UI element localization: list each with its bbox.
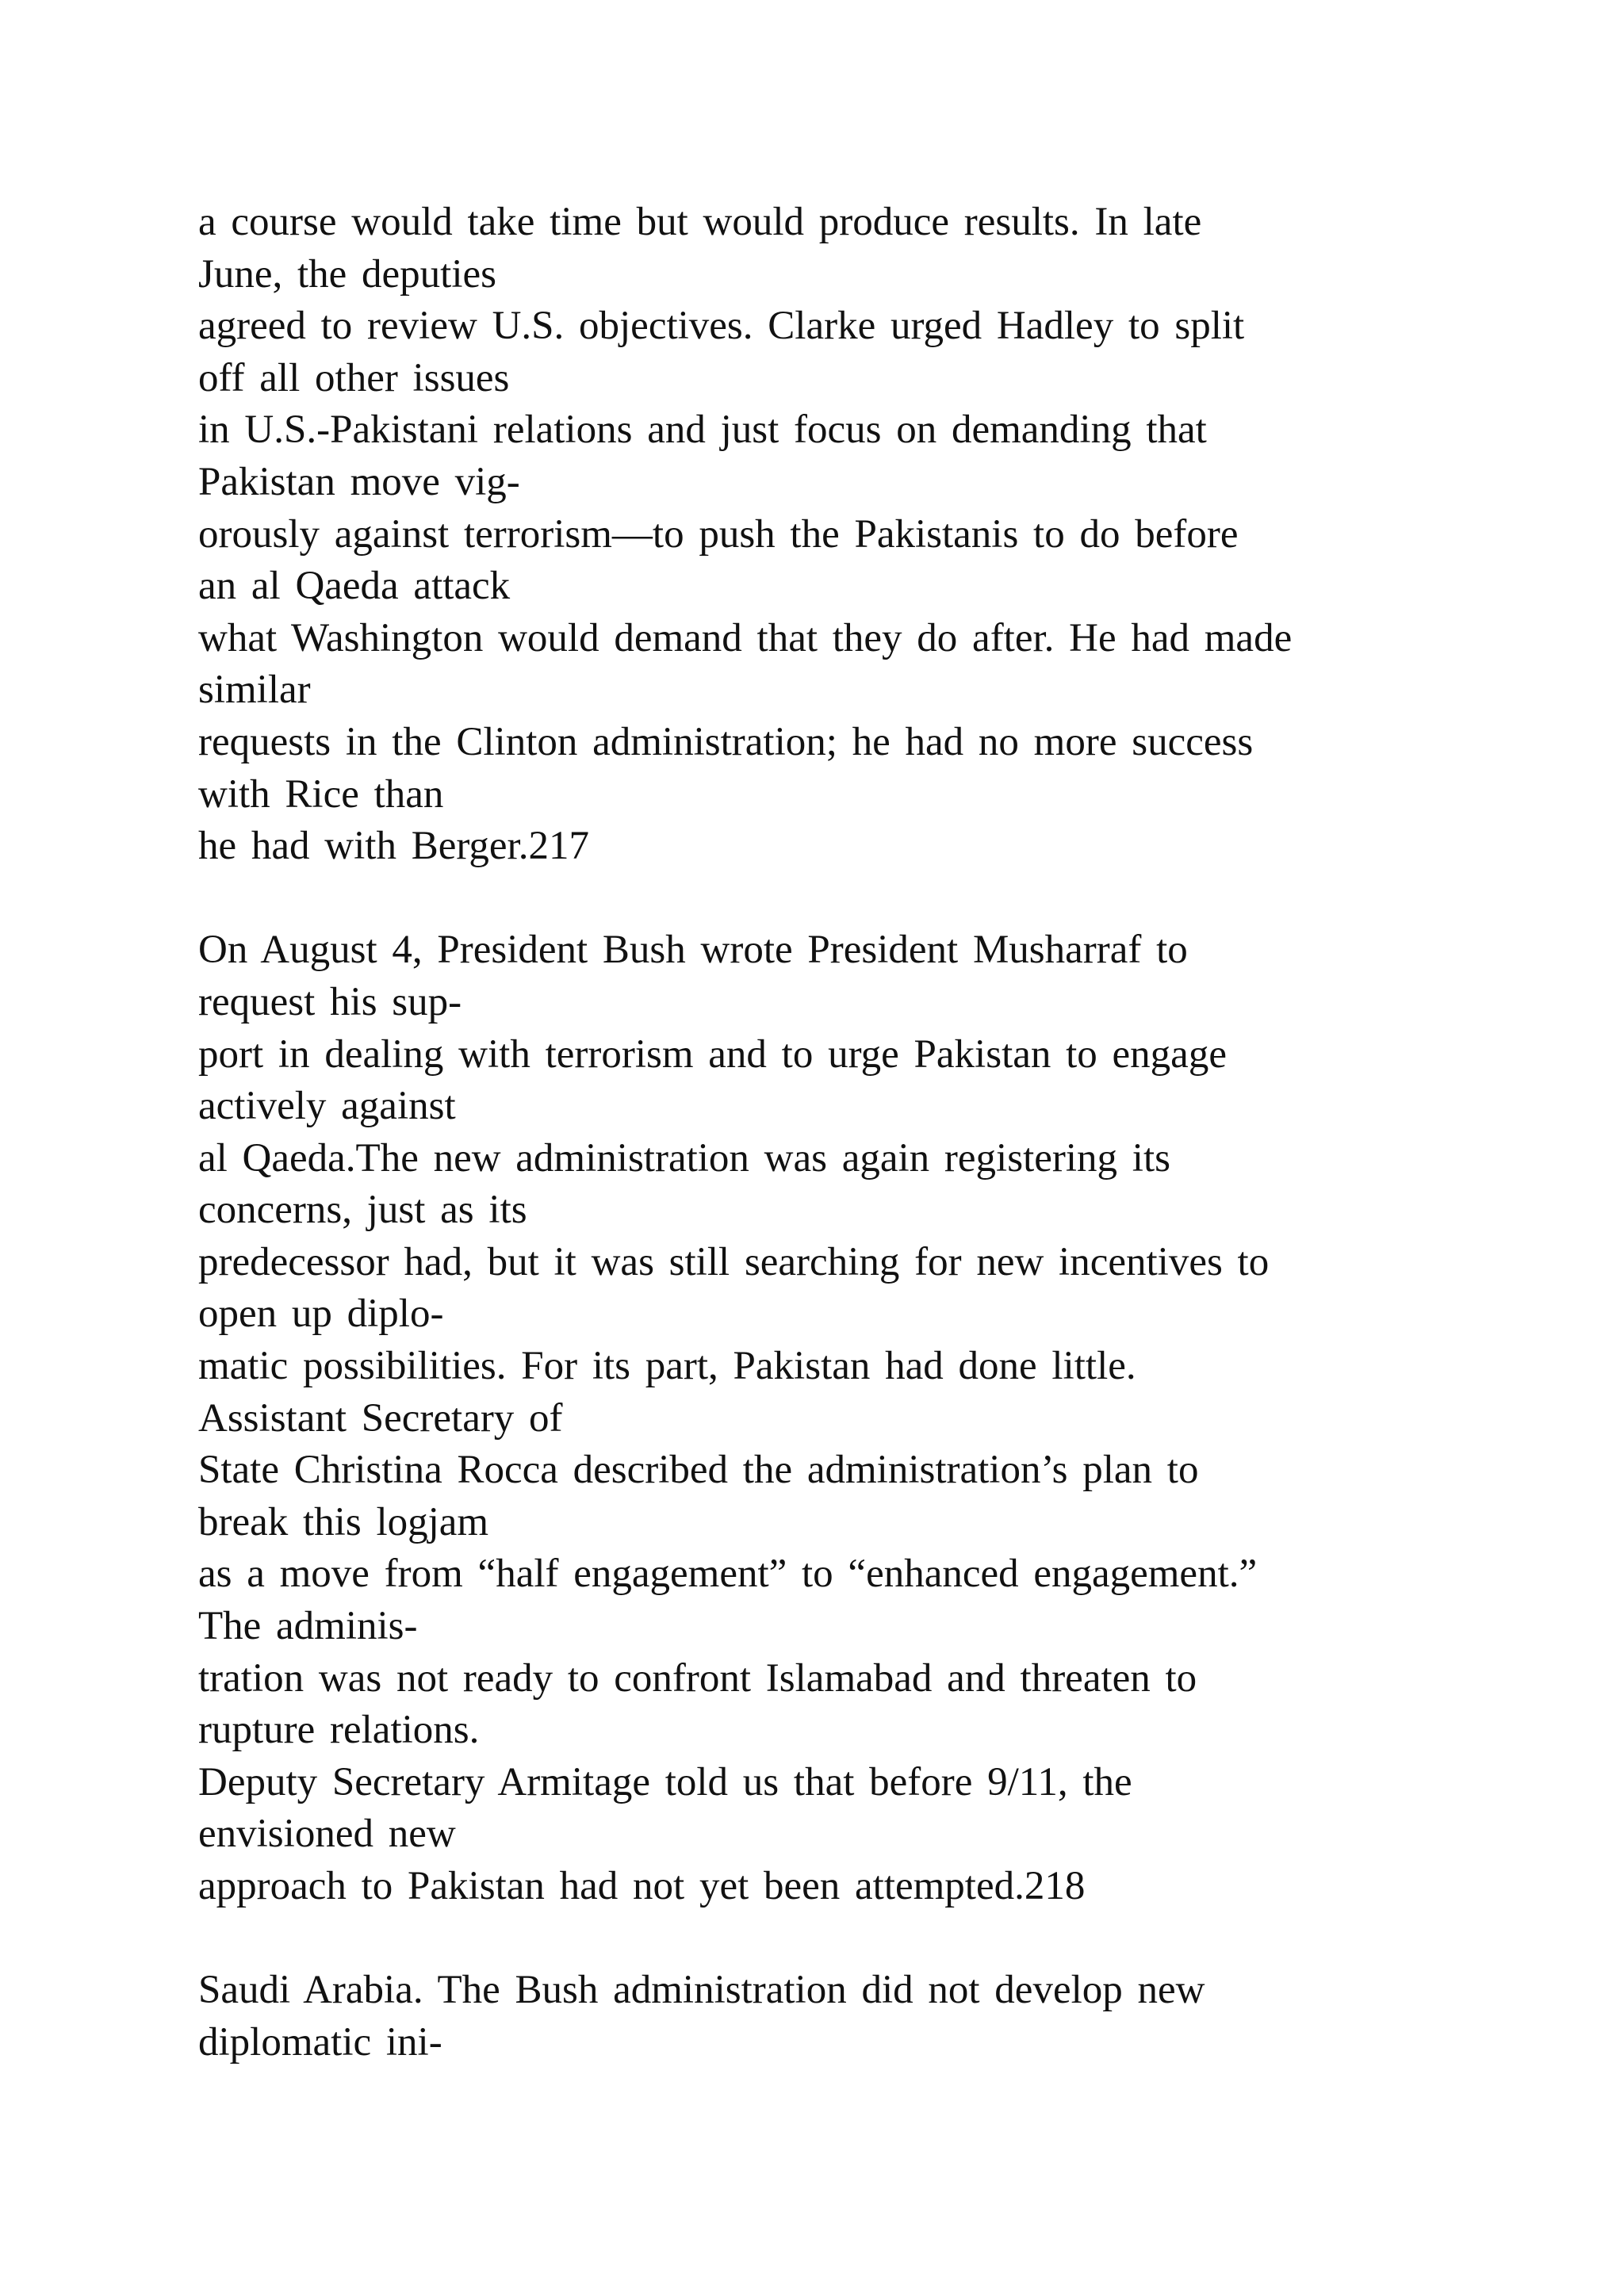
body-text [198, 197, 1546, 2068]
text-line: off all other issues [198, 355, 510, 400]
text-line: concerns, just as its [198, 1188, 527, 1233]
text-line: open up diplo- [198, 1292, 444, 1337]
text-line: with Rice than [198, 771, 444, 817]
text-line: Pakistan move vig- [198, 459, 520, 504]
paragraph-2 [198, 924, 1546, 1912]
text-line: predecessor had, but it was still searching for new incentives to [198, 1239, 1270, 1284]
paragraph-gap [198, 873, 1546, 925]
text-line: he had with Berger.217 [198, 824, 589, 869]
text-line: On August 4, President Bush wrote President Musharraf to [198, 928, 1188, 973]
text-line: in U.S.-Pakistani relations and just focus on demanding that [198, 408, 1207, 453]
text-line: requests in the Clinton administration; he had no more success [198, 719, 1254, 764]
text-line: June, the deputies [198, 251, 496, 297]
text-line: orously against terrorism—to push the Pakistanis to do before [198, 511, 1239, 557]
paragraph-3 [198, 1965, 1546, 2068]
text-line: Saudi Arabia. The Bush administration did not develop new [198, 1968, 1205, 2013]
text-line: Deputy Secretary Armitage told us that before 9/11, the [198, 1759, 1132, 1804]
text-line: approach to Pakistan had not yet been attempted.218 [198, 1864, 1086, 1908]
text-line: port in dealing with terrorism and to urge Pakistan to engage [198, 1031, 1227, 1077]
text-line: al Qaeda.The new administration was again registering its [198, 1135, 1170, 1181]
text-line: agreed to review U.S. objectives. Clarke urged Hadley to split [198, 304, 1245, 349]
text-line: matic possibilities. For its part, Pakistan had done little. [198, 1344, 1136, 1389]
text-line: rupture relations. [198, 1708, 480, 1753]
text-line: request his sup- [198, 979, 462, 1024]
text-line: State Christina Rocca described the administration’s plan to [198, 1448, 1199, 1493]
text-line: envisioned new [198, 1812, 456, 1857]
text-line: Assistant Secretary of [198, 1395, 563, 1441]
text-line: what Washington would demand that they do after. He had made [198, 615, 1293, 660]
text-line: tration was not ready to confront Islamabad and threaten to [198, 1655, 1197, 1701]
paragraph-gap [198, 1913, 1546, 1965]
text-line: a course would take time but would produce results. In late [198, 200, 1202, 244]
text-line: similar [198, 668, 311, 713]
text-line: an al Qaeda attack [198, 564, 511, 609]
text-line: as a move from “half engagement” to “enhanced engagement.” [198, 1552, 1258, 1597]
text-line: actively against [198, 1084, 456, 1129]
text-line: The adminis- [198, 1604, 418, 1649]
text-line: break this logjam [198, 1499, 489, 1544]
paragraph-1 [198, 197, 1546, 873]
text-line: diplomatic ini- [198, 2019, 442, 2064]
